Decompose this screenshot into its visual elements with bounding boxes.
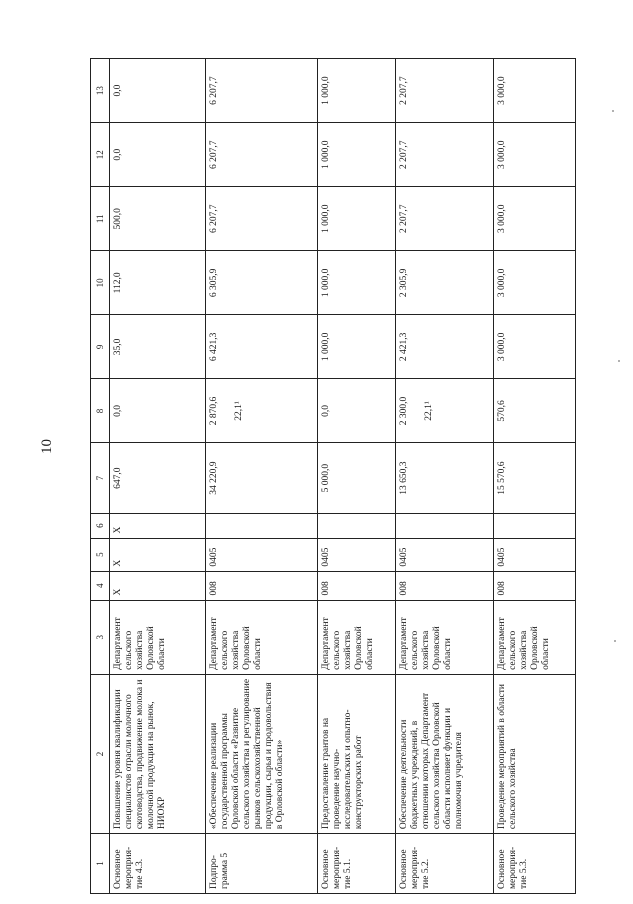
value-cell: 6 207,7 (206, 123, 318, 187)
col-header-10: 10 (91, 251, 110, 315)
executor-cell: Департамент сельского хозяйства Орловской области (318, 600, 396, 674)
value-cell: 2 421,3 (396, 315, 494, 379)
value-text: 570,6 (497, 400, 507, 422)
col-header-7: 7 (91, 443, 110, 513)
value-text: 0,0 (113, 405, 123, 417)
col-header-6: 6 (91, 513, 110, 538)
value-cell: 6 305,9 (206, 251, 318, 315)
value-cell (494, 379, 576, 443)
row-id-cell: Основное мероприя-тие 4.3. (110, 834, 206, 894)
value-cell: 1 000,0 (318, 251, 396, 315)
code-cell: 0405 (318, 538, 396, 571)
value-cell: 3 000,0 (494, 123, 576, 187)
code-cell: 008 (494, 571, 576, 600)
value-cell: 34 220,9 (206, 443, 318, 513)
code-cell (318, 513, 396, 538)
code-cell: Х (110, 538, 206, 571)
executor-cell: Департамент сельского хозяйства Орловской области (396, 600, 494, 674)
value-text: 2 870,6 (209, 396, 219, 426)
value-cell: 1 000,0 (318, 315, 396, 379)
code-cell: Х (110, 513, 206, 538)
code-cell (494, 513, 576, 538)
description-cell: Обеспечение деятельности бюджетных учреждений, в отношении которых Департамент сельского хозяйства Орловской области исполняет функции и полномочия учредителя (396, 674, 494, 833)
footnote-value: 22,1¹ (423, 401, 434, 421)
description-cell: Повышение уровня квалификации специалистов отрасли молочного скотоводства, продвижение молока и молочной продукции на рынок, НИОКР (110, 674, 206, 833)
row-id-cell: Подпро-грамма 5 (206, 834, 318, 894)
value-cell (396, 379, 494, 443)
value-cell: 3 000,0 (494, 187, 576, 251)
col-header-5: 5 (91, 538, 110, 571)
code-cell (396, 513, 494, 538)
value-cell: 0,0 (110, 123, 206, 187)
value-text: 0,0 (321, 405, 331, 417)
value-cell: 0,0 (110, 59, 206, 123)
value-cell: 2 207,7 (396, 59, 494, 123)
table-rotated-wrapper (90, 58, 570, 894)
value-cell: 1 000,0 (318, 123, 396, 187)
row-id-cell: Основное мероприя-тие 5.3. (494, 834, 576, 894)
header-row (91, 59, 110, 894)
executor-cell: Департамент сельского хозяйства Орловской области (494, 600, 576, 674)
table-row (318, 59, 396, 894)
table-row (494, 59, 576, 894)
executor-cell: Департамент сельского хозяйства Орловской области (206, 600, 318, 674)
scan-speck (614, 640, 616, 642)
value-cell: 13 650,3 (396, 443, 494, 513)
value-cell (110, 379, 206, 443)
code-cell: 0405 (206, 538, 318, 571)
value-cell: 3 000,0 (494, 59, 576, 123)
executor-cell: Департамент сельского хозяйства Орловской области (110, 600, 206, 674)
scan-speck (612, 110, 614, 112)
value-cell: 112,0 (110, 251, 206, 315)
value-cell: 5 000,0 (318, 443, 396, 513)
description-cell: Проведение мероприятий в области сельского хозяйства (494, 674, 576, 833)
table-landscape-frame (90, 58, 570, 894)
value-cell (318, 379, 396, 443)
description-cell: «Обеспечение реализации государственной программы Орловской области «Развитие сельского хозяйства и регулирование рынков сельскохозяйственной продукции, сырья и продовольствия в Орловской области» (206, 674, 318, 833)
code-cell: Х (110, 571, 206, 600)
table-row (110, 59, 206, 894)
budget-table (90, 58, 576, 894)
value-cell: 2 305,9 (396, 251, 494, 315)
code-cell: 008 (318, 571, 396, 600)
value-cell (206, 379, 318, 443)
col-header-13: 13 (91, 59, 110, 123)
value-cell: 1 000,0 (318, 187, 396, 251)
value-cell: 6 421,3 (206, 315, 318, 379)
table-row (206, 59, 318, 894)
value-cell: 6 207,7 (206, 187, 318, 251)
value-cell: 2 207,7 (396, 123, 494, 187)
col-header-3: 3 (91, 600, 110, 674)
code-cell: 0405 (494, 538, 576, 571)
value-cell: 647,0 (110, 443, 206, 513)
value-cell: 500,0 (110, 187, 206, 251)
col-header-9: 9 (91, 315, 110, 379)
description-cell: Предоставление грантов на проведение научно-исследовательских и опытно-конструкторских работ (318, 674, 396, 833)
col-header-2: 2 (91, 674, 110, 833)
col-header-4: 4 (91, 571, 110, 600)
row-id-cell: Основное мероприя-тие 5.1. (318, 834, 396, 894)
col-header-1: 1 (91, 834, 110, 894)
value-cell: 3 000,0 (494, 315, 576, 379)
row-id-cell: Основное мероприя-тие 5.2. (396, 834, 494, 894)
code-cell: 008 (206, 571, 318, 600)
scan-speck (618, 360, 620, 362)
code-cell (206, 513, 318, 538)
col-header-12: 12 (91, 123, 110, 187)
page-number: 10 (39, 439, 55, 454)
value-cell: 6 207,7 (206, 59, 318, 123)
value-cell: 3 000,0 (494, 251, 576, 315)
value-cell: 2 207,7 (396, 187, 494, 251)
value-text: 2 300,0 (399, 396, 409, 426)
code-cell: 0405 (396, 538, 494, 571)
table-row (396, 59, 494, 894)
footnote-value: 22,1¹ (233, 401, 244, 421)
value-cell: 1 000,0 (318, 59, 396, 123)
value-cell: 15 570,6 (494, 443, 576, 513)
col-header-11: 11 (91, 187, 110, 251)
col-header-8: 8 (91, 379, 110, 443)
code-cell: 008 (396, 571, 494, 600)
value-cell: 35,0 (110, 315, 206, 379)
